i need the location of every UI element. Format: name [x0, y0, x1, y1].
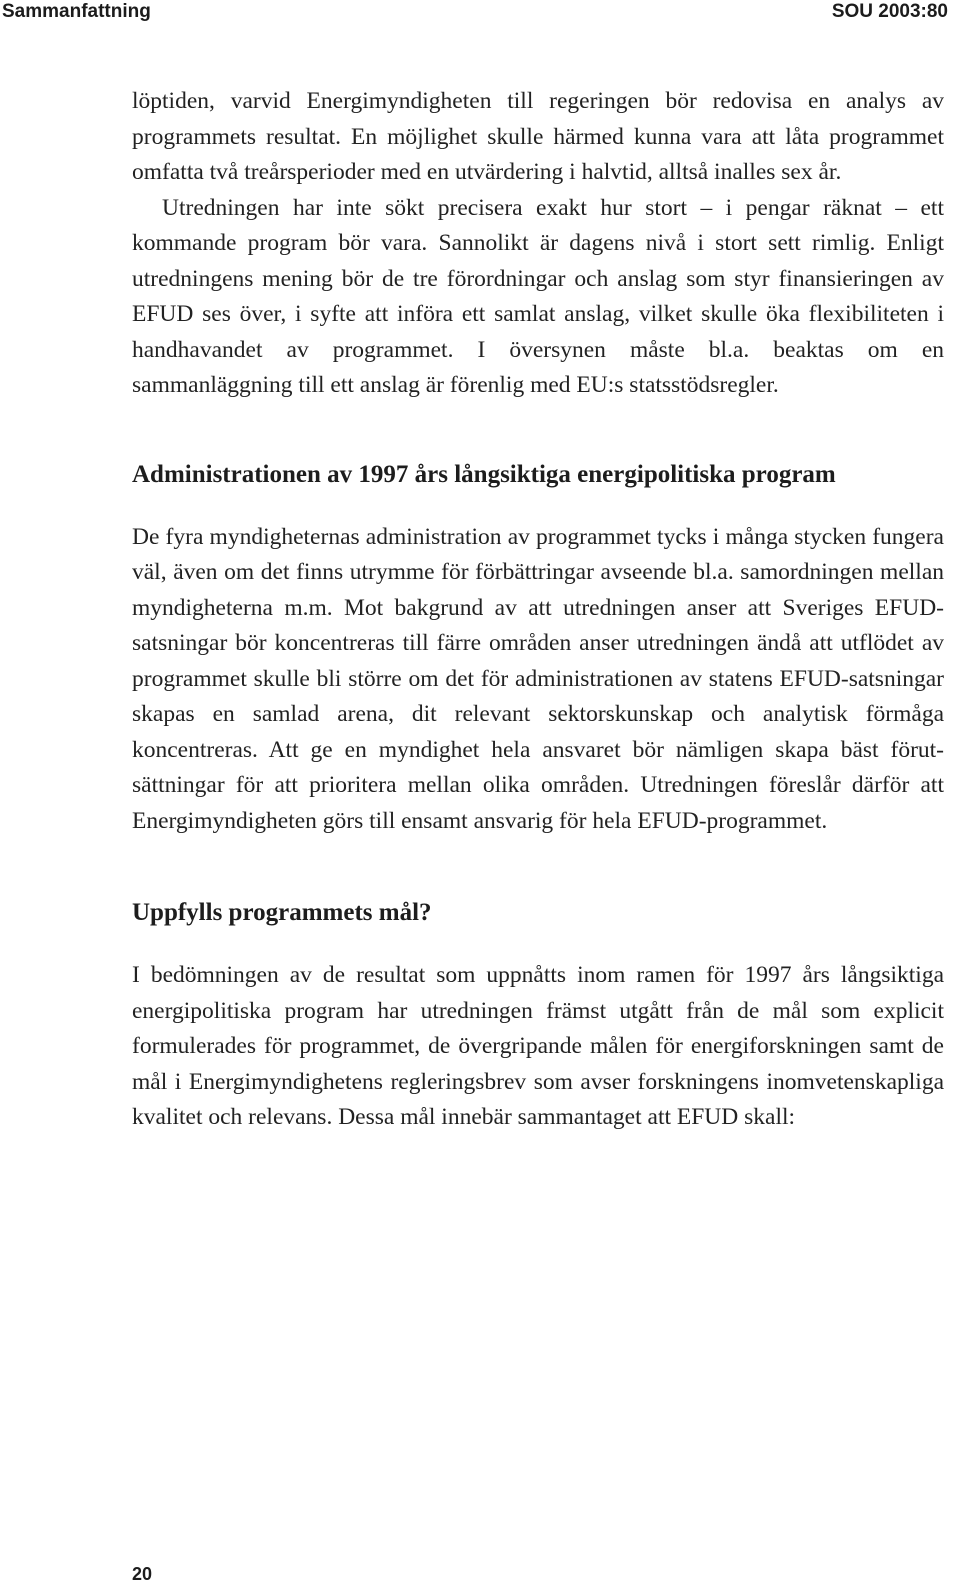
header-section-title: Sammanfattning — [2, 1, 151, 22]
header-document-id: SOU 2003:80 — [831, 1, 948, 22]
running-header — [0, 0, 960, 26]
page-body — [132, 84, 944, 1136]
paragraph-funding: Utredningen har inte sökt precisera exakt hur stort – i pengar räknat – ett kommande program bör vara. Sannolikt är dagens nivå i stort sett rimlig. Enligt utredningens mening bör de tre förordningar och anslag som styr finansieringen av EFUD ses över, i syfte att införa ett samlat anslag, vilket skulle öka flexibiliteten i handhavandet av programmet. I översynen måste bl.a. beaktas om en sammanläggning till ett anslag är förenlig med EU:s statsstödsregler. — [132, 194, 944, 398]
paragraph-continuation: löptiden, varvid Energimyndigheten till regeringen bör redovisa en analys av programmets resultat. En möjlighet skulle härmed kunna vara att låta programmet omfatta två treårsperioder med en utvärdering i halvtid, alltså inalles sex år. — [132, 88, 944, 185]
page-number: 20 — [132, 1564, 153, 1584]
paragraph-goals: I bedömningen av de resultat som uppnåtts inom ramen för 1997 års långsiktiga energipolitiska program har utredningen främst utgått från de mål som explicit formulerades för programmet, de övergripande målen för energiforskningen samt de mål i Energimyndighetens regleringsbrev som avser forskningens inomvetenskapliga kvalitet och relevans. Dessa mål innebär sammantaget att EFUD skall: — [132, 962, 944, 1130]
section-heading-administration: Administrationen av 1997 års långsiktiga energipolitiska program — [132, 460, 836, 488]
section-heading-goals: Uppfylls programmets mål? — [132, 899, 432, 926]
paragraph-administration: De fyra myndigheternas administration av programmet tycks i många stycken fungera väl, även om det finns utrymme för förbättringar avseende bl.a. samordningen mellan myndigheterna m.m. Mot bakgrund av att utredningen anser att Sveriges EFUD-satsningar bör koncentreras till färre områden anser utredningen ändå att utflödet av programmet skulle bli större om det för administrationen av statens EFUD-satsningar skapas en samlad arena, dit relevant sektorskunskap och analytisk förmåga koncentreras. Att ge en myndighet hela ansvaret bör nämligen skapa bäst förutsättningar för att prioritera mellan olika områden. Utredningen föreslår därför att Energimyndigheten görs till ensamt ansvarig för hela EFUD-programmet. — [132, 523, 944, 834]
